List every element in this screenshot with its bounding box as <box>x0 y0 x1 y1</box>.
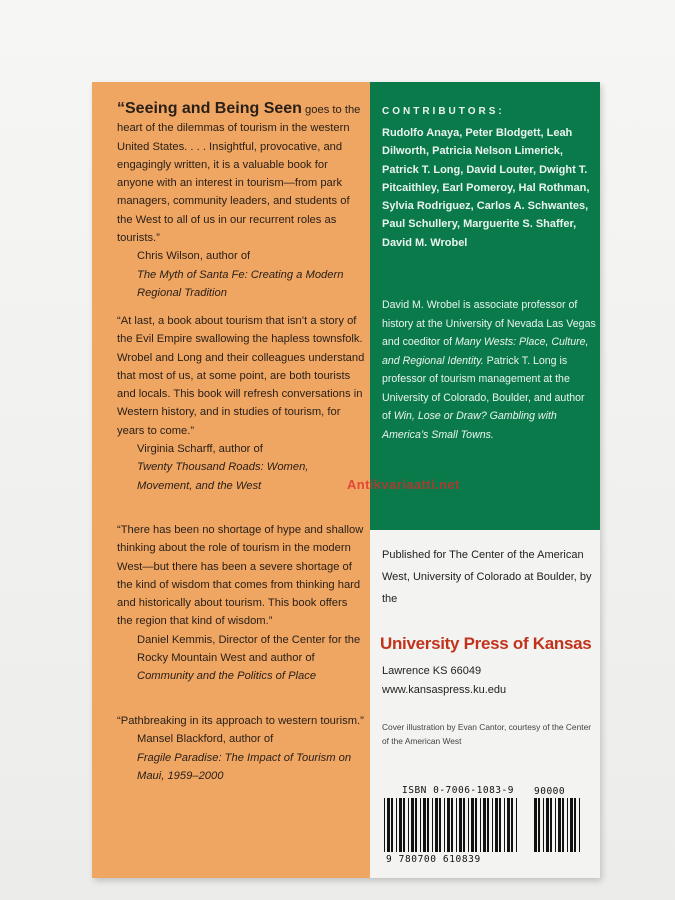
quote-3-work: Community and the Politics of Place <box>137 670 317 683</box>
barcode-bar <box>396 798 397 852</box>
publisher-address <box>382 662 506 700</box>
book-back-cover <box>92 82 600 878</box>
barcode-bar <box>516 798 517 852</box>
barcode-bar <box>384 798 385 852</box>
ean-digits: 9 780700 610839 <box>386 854 481 865</box>
barcode-bar <box>468 798 469 852</box>
barcode-bar <box>487 798 489 852</box>
barcode-bar <box>538 798 540 852</box>
bio-wrobel: David M. Wrobel is associate professor of history at the University of Nevada Las Vegas and coeditor of <box>382 299 596 348</box>
contributors-list: Rudolfo Anaya, Peter Blodgett, Leah Dilworth, Patricia Nelson Limerick, Patrick T. Long, David Louter, Dwight T. Pitcaithley, Earl Pomeroy, Hal Rothman, Sylvia Rodriguez, Carlos A. Schwantes, Paul Schullery, Marguerite S. Shaffer, David M. Wrobel <box>382 127 590 249</box>
barcode-bar <box>403 798 405 852</box>
barcode-bar <box>387 798 390 852</box>
barcode-bar <box>447 798 450 852</box>
website-line: www.kansaspress.ku.edu <box>382 684 507 696</box>
quote-2-author: Virginia Scharff, author of <box>137 443 263 456</box>
barcode-bar <box>511 798 513 852</box>
bio-wrobel-work: Many Wests: Place, Culture, and Regional Identity. <box>382 336 589 367</box>
barcode-bar <box>555 798 556 852</box>
barcode-bar <box>439 798 441 852</box>
publisher-panel <box>370 530 600 878</box>
quote-3-author <box>117 631 365 686</box>
praise-panel <box>92 82 370 878</box>
press-name: University Press of Kansas <box>380 634 592 653</box>
contributors-heading: CONTRIBUTORS: <box>382 106 505 117</box>
quote-1-work: The Myth of Santa Fe: Creating a Modern Regional Tradition <box>137 268 344 299</box>
quote-1-text: goes to the heart of the dilemmas of tourism in the western United States. . . . Insightful, provocative, and engagingly written, it is a valuable book for anyone with an interest in tourism—from park managers, community leaders, and students of the West to all of us in our recurrent roles as tourists.” <box>117 104 361 245</box>
barcode-bar <box>570 798 573 852</box>
barcode-bar <box>567 798 568 852</box>
quote-4 <box>117 712 365 785</box>
barcode-bar <box>399 798 402 852</box>
addon-digits: 90000 <box>534 786 566 797</box>
address-line: Lawrence KS 66049 <box>382 665 482 677</box>
barcode-bar <box>391 798 393 852</box>
quote-3-text: “There has been no shortage of hype and shallow thinking about the role of tourism in the modern West—but there has been a severe shortage of the kind of wisdom that comes from thinking hard and historically about tourism. This book offers the region that kind of wisdom.” <box>117 524 364 628</box>
barcode-bar <box>435 798 438 852</box>
barcode-bar <box>480 798 481 852</box>
quote-1-author: Chris Wilson, author of <box>137 250 251 263</box>
barcode-bar <box>432 798 433 852</box>
barcode-bar <box>574 798 576 852</box>
barcode-bar <box>504 798 505 852</box>
quote-4-author: Mansel Blackford, author of <box>137 733 274 746</box>
barcode-bar <box>420 798 421 852</box>
quote-1 <box>117 100 365 302</box>
cover-credit: Cover illustration by Evan Cantor, courtesy of the Center of the American West <box>382 722 592 746</box>
quote-2-text: “At last, a book about tourism that isn’t a story of the Evil Empire swallowing the hapless townsfolk. Wrobel and Long and their colleagues understand that most of us, at some point, are both tourists and locals. This book will refresh conversations in Western history, and in studies of tourism, for years to come.” <box>117 315 365 437</box>
bio-long: Patrick T. Long is professor of tourism management at the University of Colorado, Boulder, and author of <box>382 354 585 422</box>
published-for: Published for The Center of the American West, University of Colorado at Boulder, by the <box>382 549 592 605</box>
quote-1-lead: “Seeing and Being Seen <box>117 100 302 117</box>
barcode-bar <box>543 798 544 852</box>
barcode-bar <box>483 798 486 852</box>
isbn-label: ISBN 0-7006-1083-9 <box>402 785 514 796</box>
quote-2 <box>117 312 365 495</box>
barcode-bar <box>459 798 462 852</box>
barcode-bar <box>427 798 429 852</box>
barcode-bar <box>463 798 465 852</box>
addon-barcode <box>532 798 584 854</box>
barcode-bar <box>415 798 417 852</box>
barcode-bar <box>507 798 510 852</box>
quote-3-author-text: Daniel Kemmis, Director of the Center for the Rocky Mountain West and author of <box>137 633 361 665</box>
barcode-bar <box>451 798 453 852</box>
ean-barcode <box>382 798 522 854</box>
barcode-bar <box>475 798 477 852</box>
quote-3 <box>117 521 365 686</box>
quote-4-work: Fragile Paradise: The Impact of Tourism on Maui, 1959–2000 <box>137 751 352 782</box>
barcode-bar <box>499 798 501 852</box>
barcode-bar <box>456 798 457 852</box>
editors-bio <box>382 296 596 444</box>
barcode-bar <box>558 798 561 852</box>
barcode-bar <box>534 798 537 852</box>
barcode-bar <box>423 798 426 852</box>
barcode-bar <box>550 798 552 852</box>
contributors-panel <box>370 82 600 530</box>
barcode-bar <box>495 798 498 852</box>
barcode-bar <box>408 798 409 852</box>
barcode-bar <box>492 798 493 852</box>
barcode-bar <box>444 798 445 852</box>
quote-4-text: “Pathbreaking in its approach to western tourism.” <box>117 715 364 727</box>
barcode-bar <box>579 798 580 852</box>
barcode-bar <box>411 798 414 852</box>
bio-long-work: Win, Lose or Draw? Gambling with America’s Small Towns. <box>382 410 557 441</box>
barcode-bar <box>471 798 474 852</box>
quote-2-work: Twenty Thousand Roads: Women, Movement, and the West <box>137 461 309 492</box>
watermark: Antikvariaatti.net <box>347 477 460 492</box>
barcode-bar <box>562 798 564 852</box>
barcode-bar <box>546 798 549 852</box>
